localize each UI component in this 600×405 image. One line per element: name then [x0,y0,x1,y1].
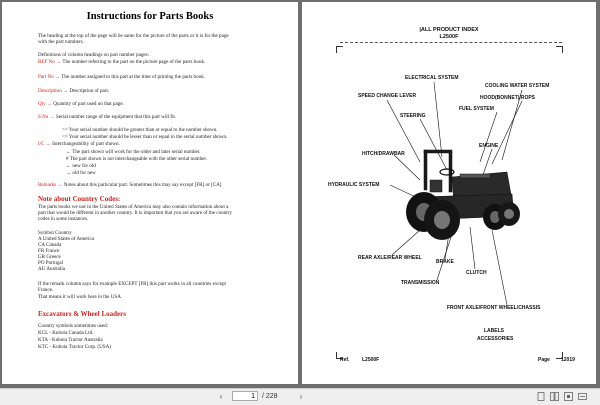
except-text: If the remark column says for example EXCEPT [FR] this part works in all countries except [38,281,226,287]
footer-page-number: 12019 [561,357,575,363]
except-text: France. [38,287,54,293]
label-electrical-system: ELECTRICAL SYSTEM [405,75,459,81]
definition-text: The number referring to the part on the picture page of the parts book. [62,59,206,65]
label-steering: STEERING [400,113,426,119]
label-rear-axle-rear-wheel: REAR AXLE/REAR WHEEL [358,255,422,261]
country-symbol-row: KCL - Kubota Canada Ltd. [38,330,94,336]
serial-note: >= Your serial number should be greater than or equal to the number shown. [62,127,218,133]
serial-note: <= Your serial number should be lesser than or equal to the serial number shown. [62,134,228,140]
label-clutch: CLUTCH [466,270,487,276]
definition-text: The number assigned to this part at the time of printing the parts book. [61,74,206,80]
ic-note: ← The part shown will work for the older and later serial number. [66,149,201,155]
country-codes-heading: Note about Country Codes: [38,195,121,203]
label-cooling-water-system: COOLING WATER SYSTEM [485,83,550,89]
fit-page-icon[interactable] [563,392,573,402]
intro-line: The heading at the top of the page will be same for the picture of the parts or it is for the page [38,33,229,39]
excavators-heading: Excavators & Wheel Loaders [38,310,126,318]
country-symbol-row: KTC - Kubota Tractor Corp. (USA) [38,344,112,350]
label-hood-rops: HOOD(BONNET)/ROPS [480,95,535,101]
page-count: / 228 [262,393,278,400]
index-header: |ALL PRODUCT INDEX [419,27,479,33]
symbol-row: AU Australia [38,266,66,272]
term: I/C [38,141,45,147]
country-symbol-row: KTA - Kubota Tractor Australia [38,337,103,343]
next-page-icon[interactable]: › [299,392,303,401]
left-page [2,2,298,384]
arrow-icon: → [57,182,63,188]
ic-note: → old for new [66,170,96,176]
footer-page-label: Page [538,357,550,363]
label-transmission: TRANSMISSION [401,280,440,286]
definition-text: Description of part. [69,88,110,94]
tractor-illustration [302,2,596,384]
country-symbols-heading: Country symbols sometimes used: [38,323,109,329]
label-hydraulic-system: HYDRAULIC SYSTEM [328,182,380,188]
two-page-icon[interactable] [549,392,559,402]
single-page-icon[interactable] [536,392,546,402]
label-hitch-drawbar: HITCH/DRAWBAR [362,151,405,157]
arrow-icon: → [49,114,55,120]
definition-part-no [38,75,205,81]
definition-text: Notes about this particular part. Sometimes this may say except [FR] or [CA] [63,182,222,188]
page-title: Instructions for Parts Books [86,11,214,22]
definition-ic [38,142,120,148]
index-model: L2500F [439,34,459,40]
definition-ref-no [38,60,205,66]
arrow-icon: → [55,74,61,80]
ic-note: ← new for old [66,163,96,169]
symbol-row: A United States of America [38,236,95,242]
symbol-row: CA Canada [38,242,62,248]
arrow-icon: → [45,141,51,147]
symbol-row: PO Portugal [38,260,64,266]
label-brake: BRAKE [436,259,454,265]
symbol-row: FR France [38,248,60,254]
except-text: That means it will work here in the USA. [38,294,123,300]
label-accessories: ACCESSORIES [477,336,514,342]
definition-sno [38,115,176,121]
arrow-icon: → [63,88,69,94]
term: S.No [38,114,49,120]
country-text: The parts books we use in the United States of America may also contain information about a [38,204,229,210]
country-text: codes in some instances. [38,216,89,222]
page-number-input[interactable]: 1 [232,391,258,401]
prev-page-icon[interactable]: ‹ [219,392,223,401]
label-engine: ENGINE [479,143,499,149]
definition-text: Interchangeability of part shown. [52,141,120,147]
viewer-toolbar [0,388,600,405]
intro-line: with the part numbers. [38,39,84,45]
ic-note: # The part shown is not interchangeable with the other serial number. [66,156,208,162]
term: Qty [38,101,46,107]
right-page [302,2,596,384]
label-front-axle: FRONT AXLE/FRONT WHEEL/CHASSIS [447,305,541,311]
definition-text: Quantity of part used on that page. [53,101,124,107]
term: REF No [38,59,55,65]
country-text: part that would be different in another country. It is important that you are aware of the country [38,210,232,216]
symbol-header: Symbol Country [38,230,72,236]
footer-ref-label: Ref. [340,357,350,363]
definition-text: Serial number range of the equipment that this part will fit. [56,114,177,120]
term: Part No [38,74,54,80]
arrow-icon: → [46,101,53,107]
definition-remarks [38,183,222,189]
definition-qty [38,102,124,108]
label-labels: LABELS [484,328,504,334]
term: Description [38,88,62,94]
label-speed-change-lever: SPEED CHANGE LEVER [358,93,417,99]
definitions-heading: Definitions of column headings on part number pages: [38,52,150,58]
label-fuel-system: FUEL SYSTEM [459,106,494,112]
definition-description [38,89,109,95]
symbol-row: GR Greece [38,254,61,260]
footer-model: L2500F [362,357,380,363]
arrow-icon: → [56,59,62,65]
term: Remarks [38,182,57,188]
fit-width-icon[interactable] [577,392,587,402]
